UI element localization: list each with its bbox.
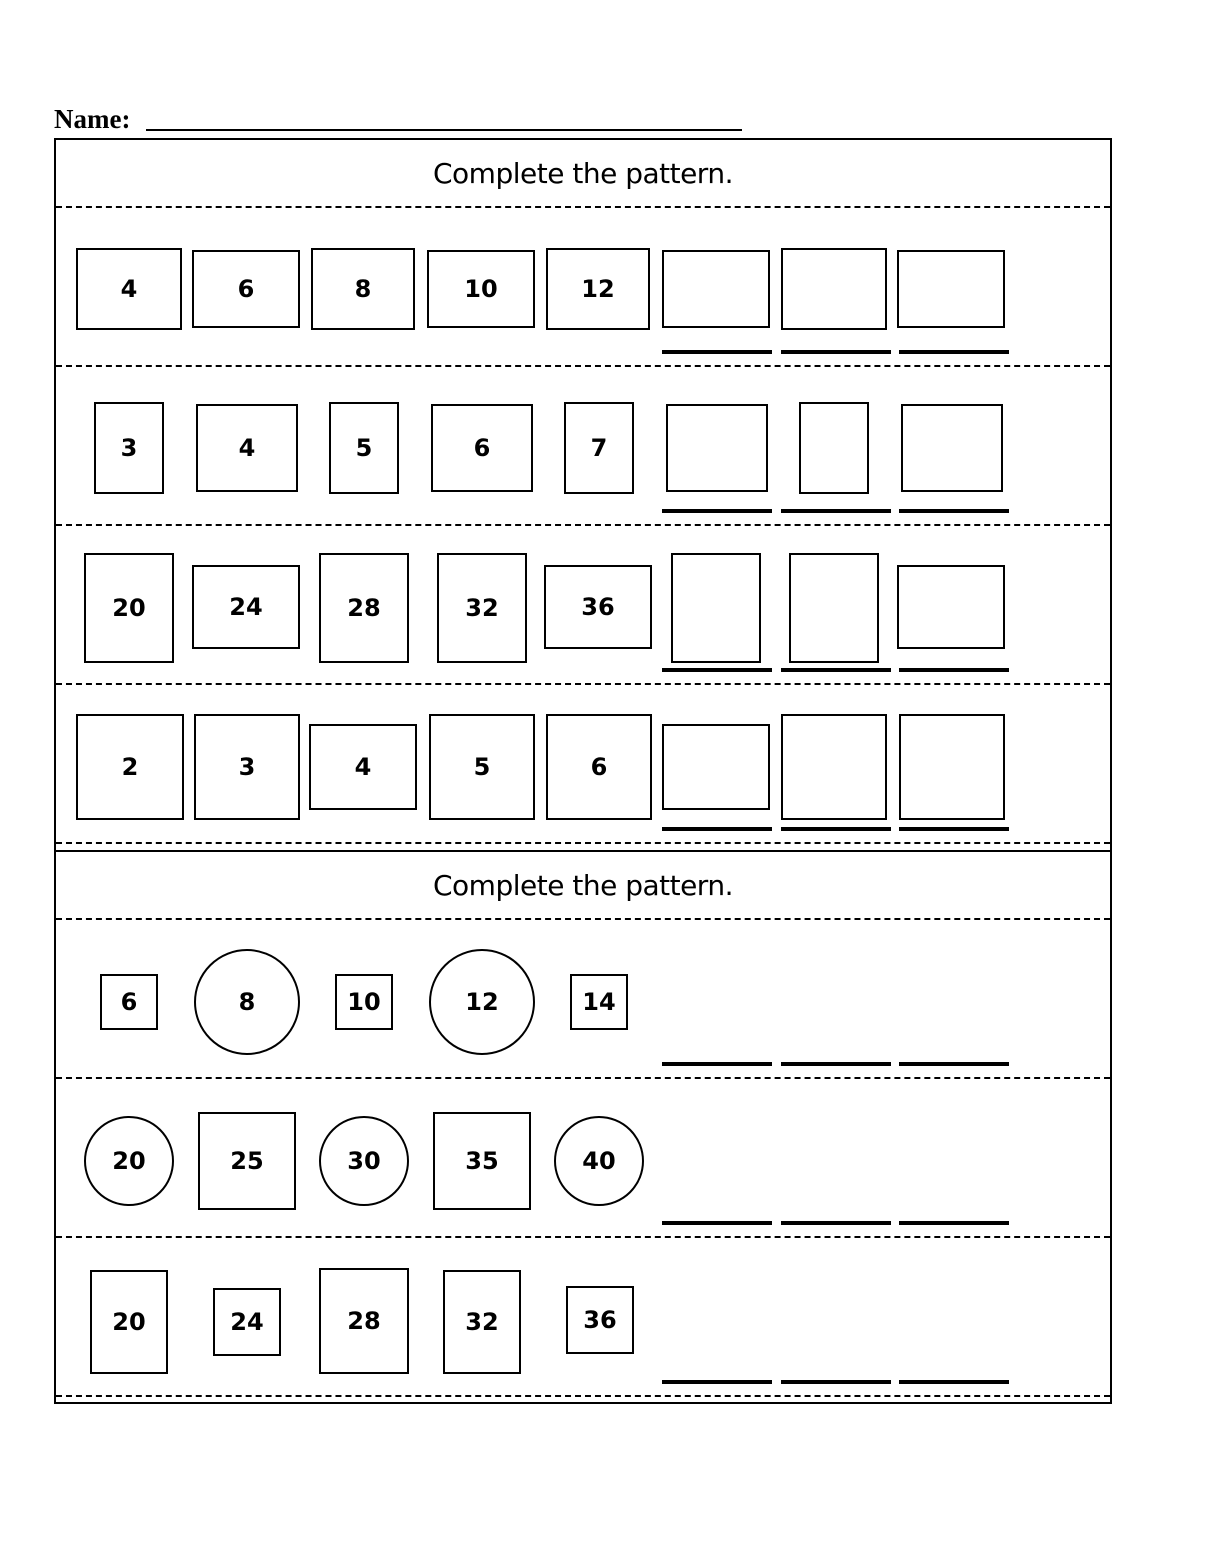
divider: [56, 1395, 1110, 1397]
number-square: 32: [437, 553, 527, 663]
answer-blank-line[interactable]: [781, 1380, 891, 1384]
number-square: 32: [443, 1270, 521, 1374]
number-circle: 12: [429, 949, 535, 1055]
answer-blank-line[interactable]: [899, 350, 1009, 354]
answer-blank-line[interactable]: [662, 1380, 772, 1384]
number-square: 4: [76, 248, 182, 330]
pattern-section-mixed: [54, 850, 1112, 1404]
number-square: 25: [198, 1112, 296, 1210]
answer-box[interactable]: [897, 250, 1005, 328]
answer-blank-line[interactable]: [781, 827, 891, 831]
number-square: 4: [196, 404, 298, 492]
number-square: 5: [429, 714, 535, 820]
answer-blank-line[interactable]: [899, 827, 1009, 831]
divider: [56, 1236, 1110, 1238]
answer-box[interactable]: [901, 404, 1003, 492]
number-circle: 30: [319, 1116, 409, 1206]
number-square: 6: [100, 974, 158, 1030]
answer-box[interactable]: [799, 402, 869, 494]
answer-blank-line[interactable]: [899, 1380, 1009, 1384]
answer-box[interactable]: [781, 714, 887, 820]
answer-box[interactable]: [781, 248, 887, 330]
number-square: 5: [329, 402, 399, 494]
divider: [56, 1077, 1110, 1079]
number-square: 12: [546, 248, 650, 330]
pattern-section-squares: [54, 138, 1112, 852]
number-square: 7: [564, 402, 634, 494]
number-square: 6: [546, 714, 652, 820]
number-circle: 40: [554, 1116, 644, 1206]
divider: [56, 524, 1110, 526]
answer-box[interactable]: [666, 404, 768, 492]
number-square: 2: [76, 714, 184, 820]
answer-box[interactable]: [662, 724, 770, 810]
answer-blank-line[interactable]: [662, 1062, 772, 1066]
number-square: 4: [309, 724, 417, 810]
section-title: Complete the pattern.: [433, 157, 733, 190]
answer-blank-line[interactable]: [662, 350, 772, 354]
number-square: 8: [311, 248, 415, 330]
answer-blank-line[interactable]: [662, 1221, 772, 1225]
divider: [56, 918, 1110, 920]
answer-blank-line[interactable]: [899, 668, 1009, 672]
answer-blank-line[interactable]: [662, 668, 772, 672]
number-square: 20: [84, 553, 174, 663]
section-title: Complete the pattern.: [433, 869, 733, 902]
answer-blank-line[interactable]: [781, 668, 891, 672]
number-square: 24: [213, 1288, 281, 1356]
number-square: 28: [319, 553, 409, 663]
answer-blank-line[interactable]: [781, 1062, 891, 1066]
number-square: 36: [566, 1286, 634, 1354]
number-square: 6: [192, 250, 300, 328]
answer-box[interactable]: [671, 553, 761, 663]
number-square: 3: [194, 714, 300, 820]
name-answer-line[interactable]: [146, 129, 742, 131]
number-circle: 20: [84, 1116, 174, 1206]
number-square: 10: [427, 250, 535, 328]
number-square: 14: [570, 974, 628, 1030]
number-square: 6: [431, 404, 533, 492]
answer-box[interactable]: [897, 565, 1005, 649]
divider: [56, 683, 1110, 685]
answer-blank-line[interactable]: [662, 827, 772, 831]
number-square: 28: [319, 1268, 409, 1374]
name-row: [54, 104, 754, 134]
answer-box[interactable]: [899, 714, 1005, 820]
number-square: 24: [192, 565, 300, 649]
number-square: 36: [544, 565, 652, 649]
answer-blank-line[interactable]: [899, 1221, 1009, 1225]
answer-blank-line[interactable]: [781, 1221, 891, 1225]
divider: [56, 842, 1110, 844]
answer-box[interactable]: [662, 250, 770, 328]
divider: [56, 365, 1110, 367]
number-square: 35: [433, 1112, 531, 1210]
answer-blank-line[interactable]: [899, 509, 1009, 513]
name-label: Name:: [54, 104, 131, 134]
answer-box[interactable]: [789, 553, 879, 663]
answer-blank-line[interactable]: [781, 350, 891, 354]
number-circle: 8: [194, 949, 300, 1055]
number-square: 20: [90, 1270, 168, 1374]
number-square: 10: [335, 974, 393, 1030]
number-square: 3: [94, 402, 164, 494]
answer-blank-line[interactable]: [899, 1062, 1009, 1066]
answer-blank-line[interactable]: [781, 509, 891, 513]
divider: [56, 206, 1110, 208]
answer-blank-line[interactable]: [662, 509, 772, 513]
